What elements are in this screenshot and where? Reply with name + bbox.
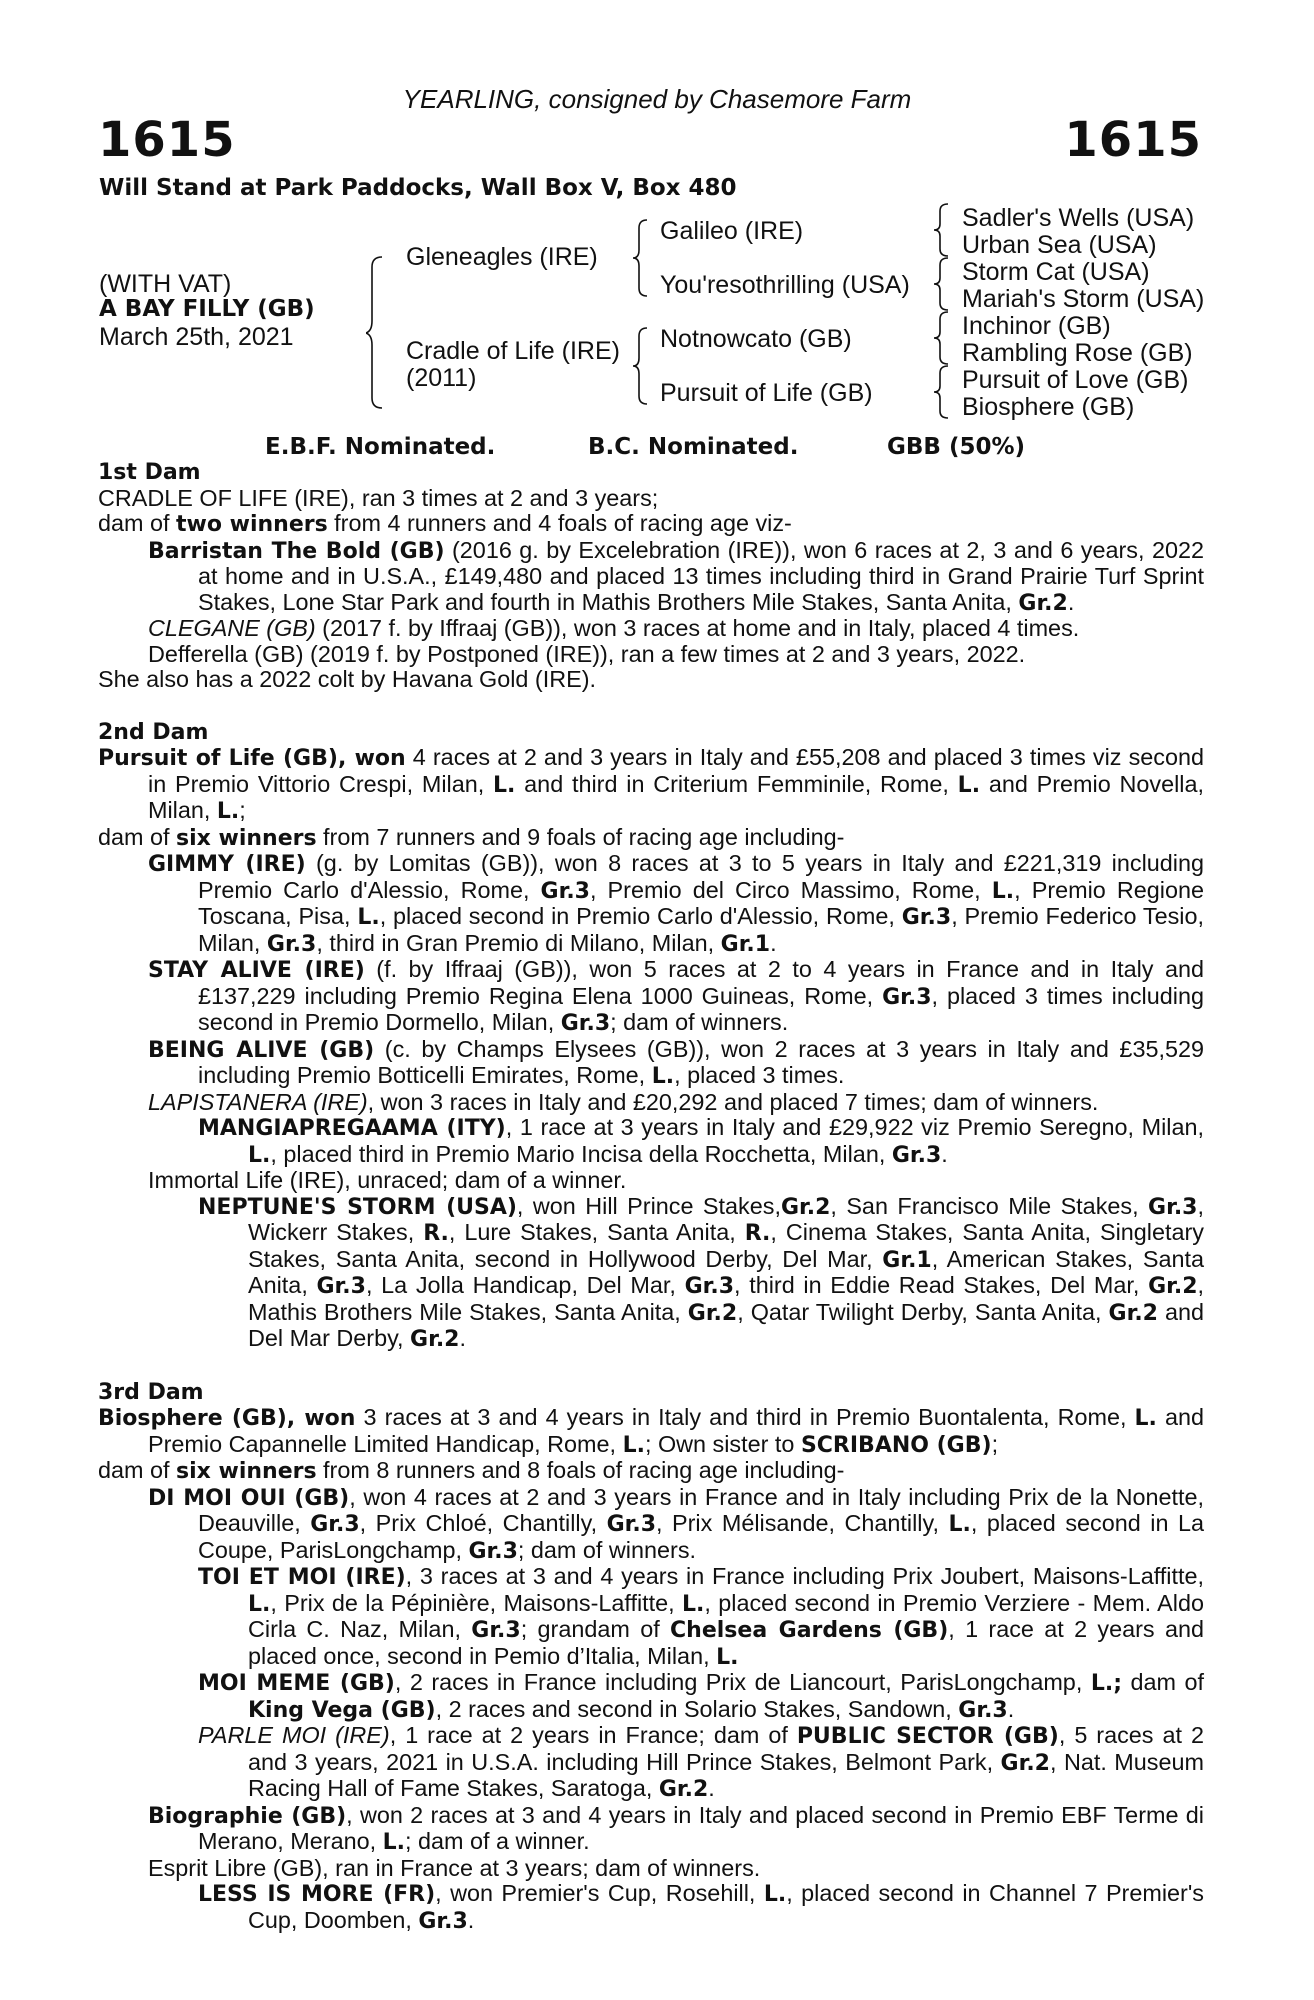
pedigree-g1: Sadler's Wells (USA) <box>962 204 1195 232</box>
pedigree-g6: Rambling Rose (GB) <box>962 339 1193 367</box>
lot-number-right: 1615 <box>1064 112 1202 168</box>
produce-moi-meme: MOI MEME (GB), 2 races in France including Prix de Liancourt, ParisLongchamp, L.; dam of King Vega (GB), 2 races and second in Solario Stakes, Sandown, Gr.3. <box>198 1669 1204 1723</box>
date-of-birth: March 25th, 2021 <box>99 323 294 351</box>
pedigree-g8: Biosphere (GB) <box>962 393 1135 421</box>
pedigree-brace-main <box>366 255 386 410</box>
pedigree-brace-dam <box>633 326 649 406</box>
pedigree-g3: Storm Cat (USA) <box>962 258 1150 286</box>
produce-being-alive: BEING ALIVE (GB) (c. by Champs Elysees (GB)), won 2 races at 3 years in Italy and £35,529 including Premio Botticelli Emirates, Rome, L., placed 3 times. <box>148 1035 1204 1089</box>
produce-lapistanera: LAPISTANERA (IRE), won 3 races in Italy and £20,292 and placed 7 times; dam of winners. <box>148 1088 1099 1115</box>
third-dam-heading: 3rd Dam <box>98 1379 204 1405</box>
produce-di-moi-oui: DI MOI OUI (GB), won 4 races at 2 and 3 years in France and in Italy including Prix de la Nonette, Deauville, Gr.3, Prix Chloé, Chantilly, Gr.3, Prix Mélisande, Chantilly, L., placed second in La Coupe, ParisLongchamp, Gr.3; dam of winners. <box>148 1483 1204 1564</box>
vat-label: (WITH VAT) <box>99 270 232 298</box>
produce-immortal-life: Immortal Life (IRE), unraced; dam of a winner. <box>148 1167 627 1193</box>
sire-dam: You'resothrilling (USA) <box>660 271 910 299</box>
produce-defferella: Defferella (GB) (2019 f. by Postponed (IRE)), ran a few times at 2 and 3 years, 2022. <box>148 640 1026 667</box>
sire: Gleneagles (IRE) <box>406 243 598 271</box>
second-dam-heading: 2nd Dam <box>98 719 209 745</box>
produce-esprit-libre: Esprit Libre (GB), ran in France at 3 years; dam of winners. <box>148 1854 761 1881</box>
pedigree-g7: Pursuit of Love (GB) <box>962 366 1189 394</box>
produce-toi-et-moi: TOI ET MOI (IRE), 3 races at 3 and 4 years in France including Prix Joubert, Maisons-Laffitte, L., Prix de la Pépinière, Maisons-Laffitte, L., placed second in Premio Verziere - Mem. Aldo Cirla C. Naz, Milan, Gr.3; grandam of Chelsea Gardens (GB), 1 race at 2 years and placed once, second in Pemio d’Italia, Milan, L. <box>198 1563 1205 1670</box>
pedigree-g4: Mariah's Storm (USA) <box>962 285 1205 313</box>
dam-sire: Notnowcato (GB) <box>660 325 852 353</box>
produce-clegane: CLEGANE (GB) (2017 f. by Iffraaj (GB)), won 3 races at home and in Italy, placed 4 times. <box>148 615 1080 641</box>
produce-neptunes-storm: NEPTUNE'S STORM (USA), won Hill Prince Stakes,Gr.2, San Francisco Mile Stakes, Gr.3, Wickerr Stakes, R., Lure Stakes, Santa Anita, R., Cinema Stakes, Santa Anita, Singletary Stakes, Santa Anita, second in Hollywood Derby, Del Mar, Gr.1, American Stakes, Santa Anita, Gr.3, La Jolla Handicap, Del Mar, Gr.3, third in Eddie Read Stakes, Del Mar, Gr.2, Mathis Brothers Mile Stakes, Santa Anita, Gr.2, Qatar Twilight Derby, Santa Anita, Gr.2 and Del Mar Derby, Gr.2. <box>198 1192 1205 1352</box>
ebf-nomination: E.B.F. Nominated. <box>265 434 496 460</box>
pedigree-brace-g1 <box>934 202 950 258</box>
pedigree-brace-sire <box>633 218 649 298</box>
first-dam-line: CRADLE OF LIFE (IRE), ran 3 times at 2 and 3 years; <box>98 484 659 511</box>
bc-nomination: B.C. Nominated. <box>588 434 799 460</box>
gbb-status: GBB (50%) <box>887 434 1026 460</box>
dam-year: (2011) <box>406 364 477 392</box>
stand-location: Will Stand at Park Paddocks, Wall Box V, Box 480 <box>99 175 737 201</box>
dam: Cradle of Life (IRE) <box>406 337 620 365</box>
pedigree-brace-g3 <box>934 310 950 366</box>
produce-biographie: Biographie (GB), won 2 races at 3 and 4 years in Italy and placed second in Premio EBF Terme di Merano, Merano, L.; dam of a winner. <box>148 1801 1204 1855</box>
catalogue-body <box>98 460 1204 1934</box>
third-dam-intro: Biosphere (GB), won 3 races at 3 and 4 years in Italy and third in Premio Buontalenta, Rome, L. and Premio Capannelle Limited Handicap, Rome, L.; Own sister to SCRIBANO (GB); <box>98 1404 1205 1458</box>
produce-gimmy: GIMMY (IRE) (g. by Lomitas (GB)), won 8 races at 3 to 5 years in Italy and £221,319 including Premio Carlo d'Alessio, Rome, Gr.3, Premio del Circo Massimo, Rome, L., Premio Regione Toscana, Pisa, L., placed second in Premio Carlo d'Alessio, Rome, Gr.3, Premio Federico Tesio, Milan, Gr.3, third in Gran Premio di Milano, Milan, Gr.1. <box>148 850 1205 957</box>
first-dam-heading: 1st Dam <box>98 460 201 485</box>
pedigree-g2: Urban Sea (USA) <box>962 231 1157 259</box>
sire-sire: Galileo (IRE) <box>660 217 804 245</box>
produce-parle-moi: PARLE MOI (IRE), 1 race at 2 years in France; dam of PUBLIC SECTOR (GB), 5 races at 2 and 3 years, 2021 in U.S.A. including Hill Prince Stakes, Belmont Park, Gr.2, Nat. Museum Racing Hall of Fame Stakes, Saratoga, Gr.2. <box>198 1722 1204 1802</box>
produce-barristan: Barristan The Bold (GB) (2016 g. by Excelebration (IRE)), won 6 races at 2, 3 and 6 years, 2022 at home and in U.S.A., £149,480 and placed 13 times including third in Grand Prairie Turf Sprint Stakes, Lone Star Park and fourth in Mathis Brothers Mile Stakes, Santa Anita, Gr.2. <box>148 536 1204 616</box>
produce-stay-alive: STAY ALIVE (IRE) (f. by Iffraaj (GB)), won 5 races at 2 to 4 years in France and in Italy and £137,229 including Premio Regina Elena 1000 Guineas, Rome, Gr.3, placed 3 times including second in Premio Dormello, Milan, Gr.3; dam of winners. <box>148 956 1204 1036</box>
third-dam-dam-of: dam of six winners from 8 runners and 8 foals of racing age including- <box>98 1457 845 1484</box>
produce-2022-colt: She also has a 2022 colt by Havana Gold (IRE). <box>98 666 596 692</box>
pedigree-g5: Inchinor (GB) <box>962 312 1111 340</box>
pedigree-brace-g4 <box>934 364 950 420</box>
dam-dam: Pursuit of Life (GB) <box>660 379 873 407</box>
second-dam-intro: Pursuit of Life (GB), won 4 races at 2 and 3 years in Italy and £55,208 and placed 3 times viz second in Premio Vittorio Crespi, Milan, L. and third in Criterium Femminile, Rome, L. and Premio Novella, Milan, L.; <box>98 744 1204 824</box>
horse-name: A BAY FILLY (GB) <box>99 296 315 322</box>
pedigree-brace-g2 <box>934 256 950 312</box>
produce-mangiapregaama: MANGIAPREGAAMA (ITY), 1 race at 3 years in Italy and £29,922 viz Premio Seregno, Milan, L., placed third in Premio Mario Incisa della Rocchetta, Milan, Gr.3. <box>198 1114 1205 1168</box>
first-dam-dam-of: dam of two winners from 4 runners and 4 foals of racing age viz- <box>98 510 792 537</box>
lot-number-left: 1615 <box>98 112 236 168</box>
second-dam-dam-of: dam of six winners from 7 runners and 9 foals of racing age including- <box>98 823 845 851</box>
produce-less-is-more: LESS IS MORE (FR), won Premier's Cup, Rosehill, L., placed second in Channel 7 Premier's Cup, Doomben, Gr.3. <box>198 1880 1204 1934</box>
consignor-line: YEARLING, consigned by Chasemore Farm <box>402 84 912 114</box>
